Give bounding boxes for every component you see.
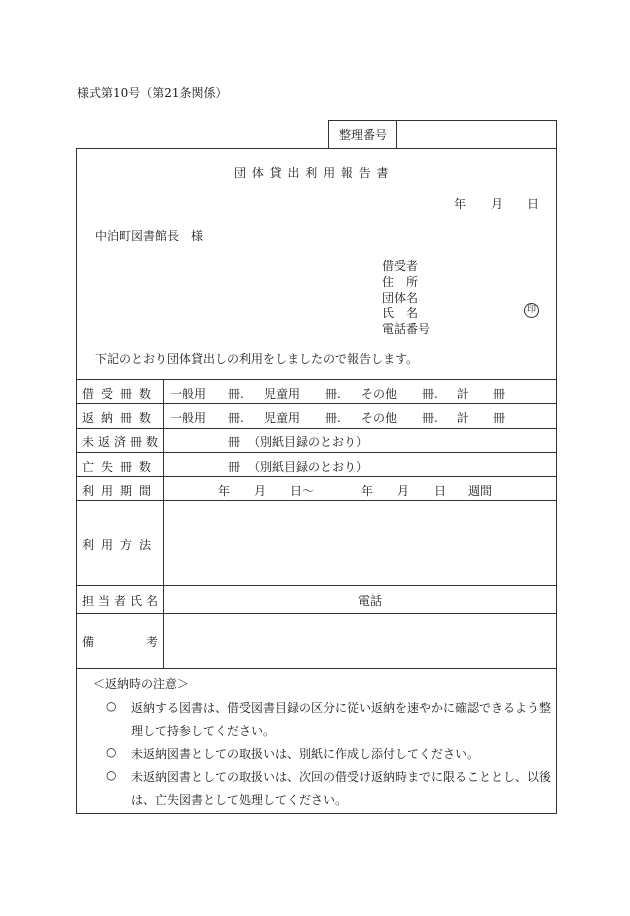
returned-other-unit: 冊.: [422, 411, 438, 425]
unreturned-unit: 冊: [228, 435, 241, 449]
frame-left: [76, 148, 77, 813]
frame-right: [556, 120, 557, 813]
borrowed-children: 児童用: [264, 387, 301, 401]
table-line: [76, 403, 557, 404]
form-title: 団 体 貸 出 利 用 報 告 書: [234, 166, 390, 180]
borrowed-label: 借受冊数: [82, 387, 159, 401]
method-field[interactable]: [166, 503, 554, 583]
lost-label: 亡失冊数: [82, 460, 159, 474]
borrowed-total: 計: [457, 387, 470, 401]
returned-total-unit: 冊: [493, 411, 506, 425]
lost-note: （別紙目録のとおり）: [248, 460, 369, 474]
date-day: 日: [527, 197, 540, 211]
period-start-month: 月: [254, 484, 267, 498]
note-1-line1: 返納する図書は、借受図書目録の区分に従い返納を速やかに確認できるよう整: [131, 701, 552, 715]
ref-box-divider: [396, 120, 397, 148]
note-3-line1: 未返納図書としての取扱いは、次回の借受け返納時までに限ることとし、以後: [131, 770, 552, 784]
ref-box-top: [328, 120, 557, 121]
address-label: 住 所: [382, 275, 419, 289]
ref-number-field[interactable]: [400, 122, 554, 146]
date-year: 年: [454, 197, 467, 211]
returned-label: 返納冊数: [82, 411, 159, 425]
borrowed-other: その他: [361, 387, 398, 401]
returned-general-unit: 冊.: [228, 411, 244, 425]
remarks-label-1: 備: [82, 635, 95, 649]
form-id: 様式第10号（第21条関係）: [77, 86, 228, 100]
staff-label: 担当者氏名: [82, 594, 163, 608]
table-line: [76, 668, 557, 669]
borrowed-total-unit: 冊: [493, 387, 506, 401]
lost-unit: 冊: [228, 460, 241, 474]
borrowed-general: 一般用: [170, 387, 207, 401]
unreturned-note: （別紙目録のとおり）: [248, 435, 369, 449]
period-end-year: 年: [361, 484, 374, 498]
seal-mark: 印: [524, 303, 539, 318]
table-line: [76, 585, 557, 586]
returned-other: その他: [361, 411, 398, 425]
frame-bottom: [76, 813, 557, 814]
note-3-line2: は、亡失図書として処理してください。: [131, 793, 348, 807]
note-2-line1: 未返納図書としての取扱いは、別紙に作成し添付してください。: [131, 747, 480, 761]
table-line: [76, 428, 557, 429]
period-label: 利用期間: [82, 484, 159, 498]
table-line: [76, 476, 557, 477]
table-line: [76, 500, 557, 501]
returned-total: 計: [457, 411, 470, 425]
returned-children: 児童用: [264, 411, 301, 425]
returned-general: 一般用: [170, 411, 207, 425]
label-column-divider: [163, 379, 164, 668]
period-start-year: 年: [218, 484, 231, 498]
name-label: 氏 名: [382, 306, 419, 320]
borrowed-other-unit: 冊.: [422, 387, 438, 401]
table-line: [76, 613, 557, 614]
date-month: 月: [491, 197, 504, 211]
note-1-line2: 理して持参してください。: [131, 724, 276, 738]
addressee: 中泊町図書館長 様: [95, 229, 204, 243]
notes-heading: ＜返納時の注意＞: [93, 677, 190, 691]
table-line: [76, 379, 557, 380]
returned-children-unit: 冊.: [325, 411, 341, 425]
period-start-day: 日～: [290, 484, 315, 498]
unreturned-label: 未返済冊数: [82, 435, 163, 449]
ref-label: 整理番号: [339, 128, 388, 142]
intro-text: 下記のとおり団体貸出しの利用をしましたので報告します。: [95, 352, 419, 366]
phone-label: 電話番号: [382, 322, 431, 336]
note-bullet: ○: [106, 699, 117, 713]
remarks-label-2: 考: [146, 635, 159, 649]
frame-top: [76, 148, 557, 149]
period-end-month: 月: [397, 484, 410, 498]
borrowed-general-unit: 冊.: [228, 387, 244, 401]
table-line: [76, 452, 557, 453]
note-bullet: ○: [106, 745, 117, 759]
ref-box-left: [328, 120, 329, 148]
borrowed-children-unit: 冊.: [325, 387, 341, 401]
method-label: 利用方法: [82, 538, 159, 552]
period-end-day: 日: [434, 484, 447, 498]
remarks-field[interactable]: [166, 616, 554, 666]
borrower-label: 借受者: [382, 259, 419, 273]
period-weeks: 週間: [468, 484, 493, 498]
group-label: 団体名: [382, 291, 419, 305]
note-bullet: ○: [106, 768, 117, 782]
staff-phone: 電話: [358, 594, 383, 608]
